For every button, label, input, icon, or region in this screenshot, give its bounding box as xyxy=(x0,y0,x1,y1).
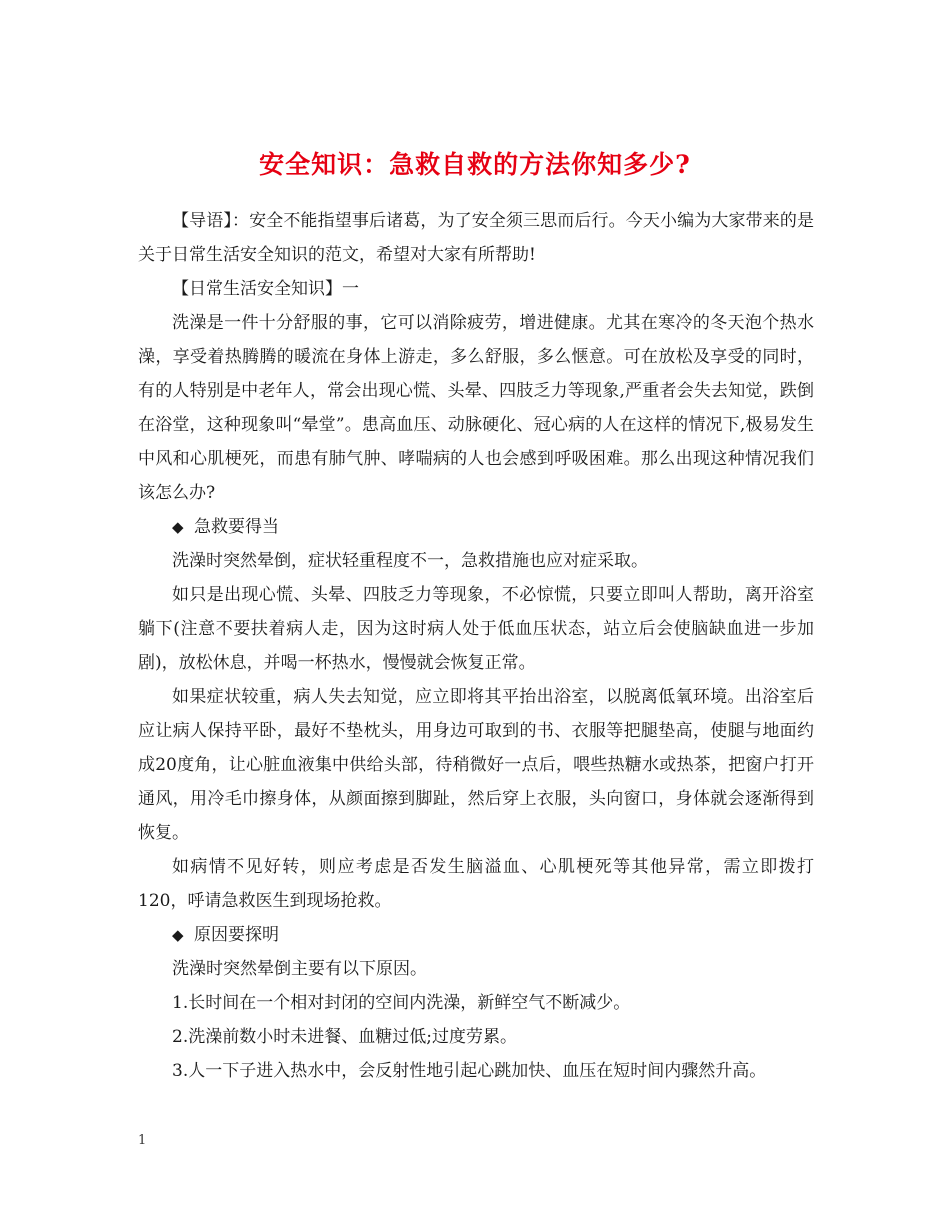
page-number: 1 xyxy=(138,1133,147,1148)
paragraph-emergency-call: 如病情不见好转，则应考虑是否发生脑溢血、心肌梗死等其他异常，需立即拨打120，呼请急救医生到现场抢救。 xyxy=(138,857,814,911)
paragraph-mild-case: 如只是出现心慌、头晕、四肢乏力等现象，不必惊慌，只要立即叫人帮助，离开浴室躺下(注意不要扶着病人走，因为这时病人处于低血压状态，站立后会使脑缺血进一步加剧)，放松休息，并喝一杯热水，慢慢就会恢复正常。 xyxy=(138,585,814,673)
list-item-cause-2: 2.洗澡前数小时未进餐、血糖过低;过度劳累。 xyxy=(172,1027,517,1047)
paragraph-intro: 【导语】：安全不能指望事后诸葛，为了安全须三思而后行。今天小编为大家带来的是关于日常生活安全知识的范文，希望对大家有所帮助! xyxy=(138,211,814,265)
diamond-icon: ◆ xyxy=(172,926,184,944)
paragraph-causes-intro: 洗澡时突然晕倒主要有以下原因。 xyxy=(172,959,427,979)
diamond-icon: ◆ xyxy=(172,518,184,536)
list-item-cause-3: 3.人一下子进入热水中，会反射性地引起心跳加快、血压在短时间内骤然升高。 xyxy=(172,1061,767,1081)
paragraph-bathing-overview: 洗澡是一件十分舒服的事，它可以消除疲劳，增进健康。尤其在寒冷的冬天泡个热水澡，享受着热腾腾的暖流在身体上游走，多么舒服，多么惬意。可在放松及享受的同时，有的人特别是中老年人，常会出现心慌、头晕、四肢乏力等现象,严重者会失去知觉，跌倒在浴堂，这种现象叫“晕堂”。患高血压、动脉硬化、冠心病的人在这样的情况下,极易发生中风和心肌梗死，而患有肺气肿、哮喘病的人也会感到呼吸困难。那么出现这种情况我们该怎么办? xyxy=(138,313,814,503)
list-item-cause-1: 1.长时间在一个相对封闭的空间内洗澡，新鲜空气不断减少。 xyxy=(172,993,631,1013)
paragraph-section-heading: 【日常生活安全知识】一 xyxy=(172,279,359,299)
bullet-first-aid xyxy=(138,510,814,544)
document-body xyxy=(138,204,814,1088)
paragraph-symptoms: 洗澡时突然晕倒，症状轻重程度不一，急救措施也应对症采取。 xyxy=(172,551,648,571)
bullet-label: 原因要探明 xyxy=(194,925,279,945)
bullet-causes xyxy=(138,918,814,952)
bullet-label: 急救要得当 xyxy=(194,517,279,537)
document-title: 安全知识：急救自救的方法你知多少? xyxy=(259,149,691,179)
paragraph-severe-case: 如果症状较重，病人失去知觉，应立即将其平抬出浴室，以脱离低氧环境。出浴室后应让病人保持平卧，最好不垫枕头，用身边可取到的书、衣服等把腿垫高，使腿与地面约成20度角，让心脏血液集中供给头部，待稍微好一点后，喂些热糖水或热茶，把窗户打开通风，用冷毛巾擦身体，从颜面擦到脚趾，然后穿上衣服，头向窗口，身体就会逐渐得到恢复。 xyxy=(138,687,814,843)
